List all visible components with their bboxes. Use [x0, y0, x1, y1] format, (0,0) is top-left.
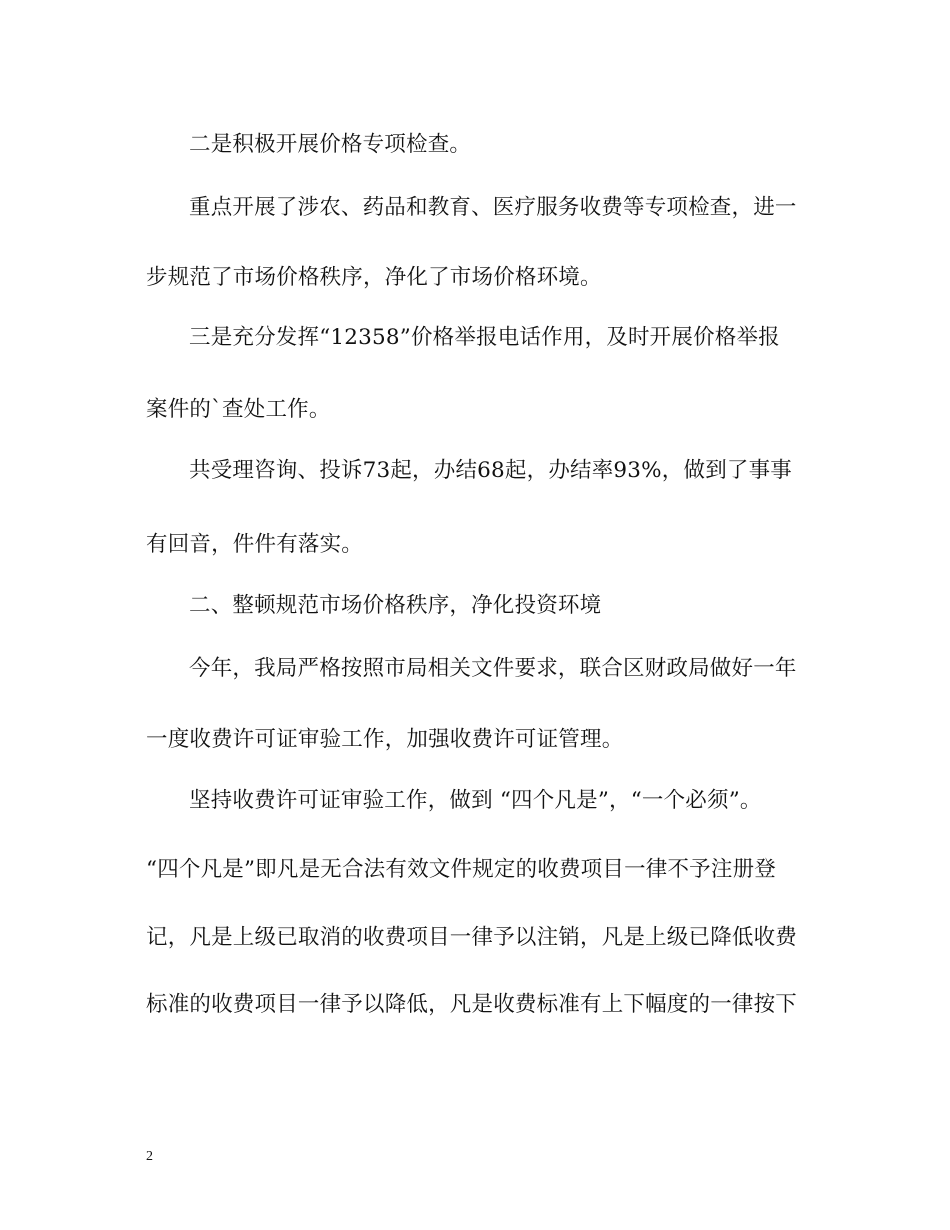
text-line: 步规范了市场价格秩序，净化了市场价格环境。 [146, 265, 602, 290]
text-line: 案件的`查处工作。 [146, 397, 331, 422]
text-line: “四个凡是”即凡是无合法有效文件规定的收费项目一律不予注册登 [146, 857, 776, 882]
text-line: 三是充分发挥“12358”价格举报电话作用，及时开展价格举报 [189, 325, 780, 350]
text-line: 坚持收费许可证审验工作，做到 “四个凡是”，“一个必须”。 [189, 788, 762, 813]
text-line: 重点开展了涉农、药品和教育、医疗服务收费等专项检查，进一 [189, 195, 797, 220]
text-line: 二是积极开展价格专项检查。 [189, 132, 472, 157]
section-heading: 二、整顿规范市场价格秩序，净化投资环境 [189, 593, 602, 618]
text-line: 有回音，件件有落实。 [146, 532, 364, 557]
page-number: 2 [146, 1149, 153, 1164]
text-line: 记，凡是上级已取消的收费项目一律予以注销，凡是上级已降低收费 [146, 925, 798, 950]
text-line: 一度收费许可证审验工作，加强收费许可证管理。 [146, 727, 624, 752]
text-line: 标准的收费项目一律予以降低，凡是收费标准有上下幅度的一律按下 [146, 992, 798, 1017]
text-line: 共受理咨询、投诉73起，办结68起，办结率93%，做到了事事 [189, 458, 793, 483]
text-line: 今年，我局严格按照市局相关文件要求，联合区财政局做好一年 [189, 656, 797, 681]
